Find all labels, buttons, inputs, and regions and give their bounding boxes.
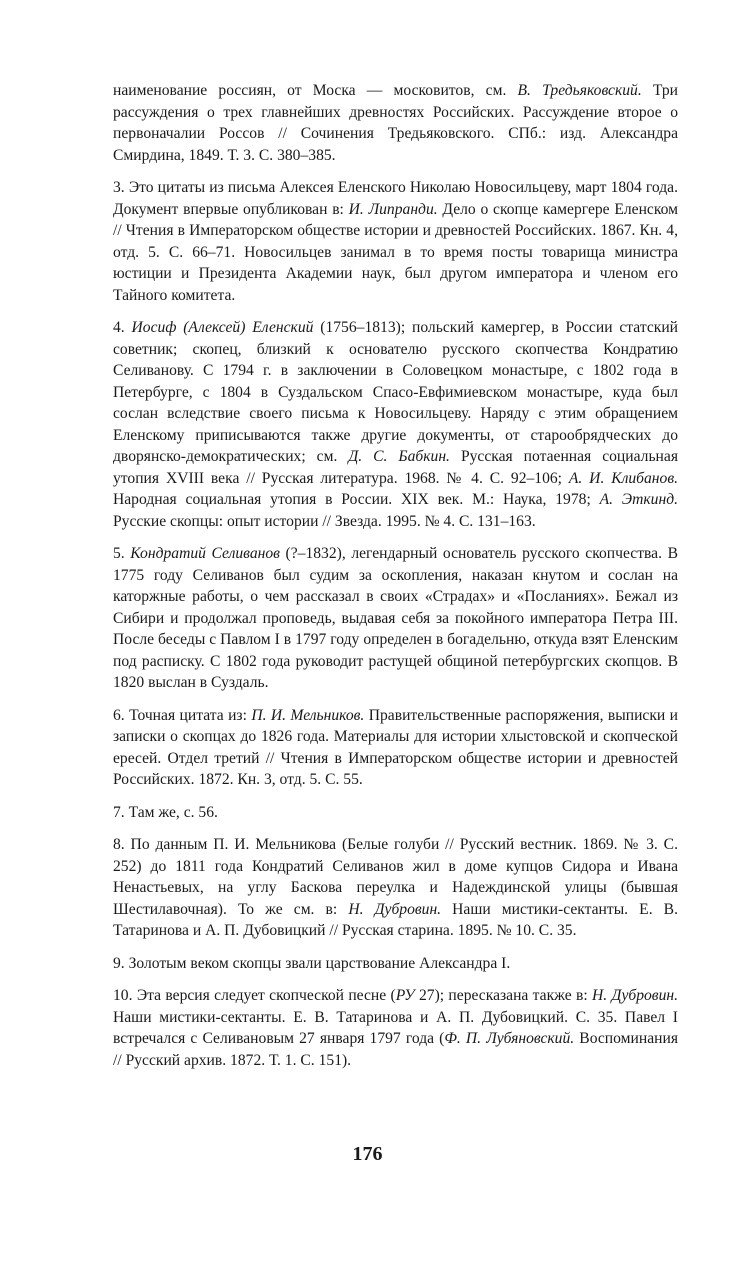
note-author: В. Тредьяковский.	[517, 82, 642, 99]
note-author: И. Липранди.	[348, 200, 438, 218]
note-author: П. И. Мельников.	[251, 706, 365, 724]
note-author: А. И. Клибанов.	[568, 469, 679, 487]
page-number: 176	[352, 1143, 383, 1165]
note-author: Д. С. Бабкин.	[348, 448, 450, 465]
note-author: А. Эткинд.	[599, 491, 678, 508]
note-3: 3. Это цитаты из письма Алексея Еленского Николаю Новосильцеву, март 1804 года. Документ впервые опубликован в: И. Липранди. Дело о скопце камергере Еленском // Чтения в Императорском обществе истории и древностей Российских. 1867. Кн. 4, отд. 5. С. 66–71. Новосильцев занимал в то время посты товарища министра юстиции и Президента Академии наук, был другом императора и членом его Тайного комитета.	[113, 179, 678, 304]
note-9: 9. Золотым веком скопцы звали царствование Александра I.	[113, 954, 511, 972]
note-author: Н. Дубровин.	[592, 987, 679, 1004]
note-abbrev: РУ	[395, 987, 415, 1004]
note-5: 5. Кондратий Селиванов (?–1832), легендарный основатель русского скопчества. В 1775 году Селиванов был судим за оскопления, наказан кнутом и сослан на каторжные работы, о чем рассказал в своих «Страдах» и «Посланиях». Бежал из Сибири и продолжал проповедь, выдавая себя за покойного императора Петра III. После беседы с Павлом I в 1797 году определен в богадельню, откуда взят Еленским под расписку. С 1802 года руководит растущей общиной петербургских скопцов. В 1820 выслан в Суздаль.	[113, 545, 678, 691]
note-6: 6. Точная цитата из: П. И. Мельников. Правительственные распоряжения, выписки и записки о скопцах до 1826 года. Материалы для истории хлыстовской и скопческой ересей. Отдел третий // Чтения в Императорском обществе истории и древностей Российских. 1872. Кн. 3, отд. 5. С. 55.	[113, 706, 679, 788]
note-10: 10. Эта версия следует скопческой песне (РУ 27); пересказана также в: Н. Дубровин. Наши мистики-сектанты. Е. В. Татаринова и А. П. Дубовицкий. С. 35. Павел I встречался с Селивановым 27 января 1797 года (Ф. П. Лубяновский. Воспоминания // Русский архив. 1872. Т. 1. С. 151).	[113, 987, 679, 1069]
note-author: Ф. П. Лубяновский.	[444, 1030, 575, 1047]
note-person: Кондратий Селиванов	[130, 545, 280, 562]
note-7: 7. Там же, с. 56.	[113, 803, 218, 821]
note-4: 4. Иосиф (Алексей) Еленский (1756–1813); польский камергер, в России статский советник; скопец, близкий к основателю русского скопчества Кондратию Селиванову. С 1794 г. в заключении в Соловецком монастыре, с 1802 года в Петербурге, с 1804 в Суздальском Спасо-Евфимиевском монастыре, куда был сослан вследствие своего письма к Новосильцеву. Наряду с этим обращением Еленскому приписываются также другие документы, от старообрядческих до дворянско-демократических; см. Д. С. Бабкин. Русская потаенная социальная утопия XVIII века // Русская литература. 1968. № 4. С. 92–106; А. И. Клибанов. Народная социальная утопия в России. XIX век. М.: Наука, 1978; А. Эткинд. Русские скопцы: опыт истории // Звезда. 1995. № 4. С. 131–163.	[113, 319, 679, 530]
note-author: Н. Дубровин.	[348, 900, 442, 918]
note-8: 8. По данным П. И. Мельникова (Белые голуби // Русский вестник. 1869. № 3. С. 252) до 1811 года Кондратий Селиванов жил в доме купцов Сидора и Ивана Ненастьевых, на углу Баскова переулка и Надеждинской улицы (бывшая Шестилавочная). То же см. в: Н. Дубровин. Наши мистики-сектанты. Е. В. Татаринова и А. П. Дубовицкий // Русская старина. 1895. № 10. С. 35.	[113, 836, 678, 939]
notes-column	[113, 80, 678, 1082]
note-continuation: наименование россиян, от Моска — московитов, см. В. Тредьяковский. Три рассуждения о трех главнейших древностях Российских. Рассуждение второе о первоначалии Россов // Сочинения Тредьяковского. СПб.: изд. Александра Смирдина, 1849. Т. 3. С. 380–385.	[113, 82, 678, 164]
note-person: Иосиф (Алексей) Еленский	[131, 319, 314, 336]
